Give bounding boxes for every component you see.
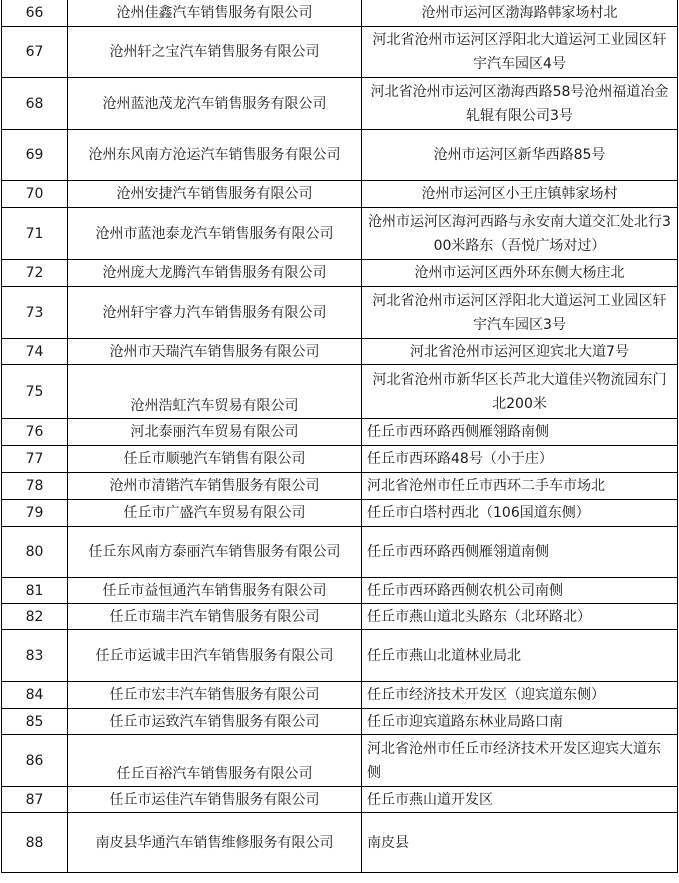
row-number: 82: [2, 604, 68, 630]
row-number: 87: [2, 787, 68, 813]
company-address: 河北省沧州市任丘市经济技术开发区迎宾大道东侧: [362, 735, 678, 787]
table-row: [2, 130, 678, 181]
company-name: 沧州市天瑞汽车销售服务有限公司: [68, 339, 362, 365]
table-row: [2, 682, 678, 709]
company-address: 沧州市运河区海河西路与永安南大道交汇处北行300米路东（吾悦广场对过）: [362, 208, 678, 260]
row-number: 72: [2, 260, 68, 287]
company-address: 任丘市迎宾道路东林业局路口南: [362, 709, 678, 735]
company-name: 沧州佳鑫汽车销售服务有限公司: [68, 0, 362, 27]
company-name: 沧州庞大龙腾汽车销售服务有限公司: [68, 260, 362, 287]
company-address: 河北省沧州市运河区浮阳北大道运河工业园区轩宇汽车园区3号: [362, 287, 678, 339]
row-number: 81: [2, 578, 68, 604]
company-address: 任丘市西环路西侧雁翎路南侧: [362, 419, 678, 446]
table-row: [2, 500, 678, 527]
table-row: [2, 578, 678, 604]
company-address: 任丘市西环路西侧雁翎道南侧: [362, 527, 678, 578]
company-name: 沧州市蓝池泰龙汽车销售服务有限公司: [68, 208, 362, 260]
company-address: 任丘市经济技术开发区（迎宾道东侧）: [362, 682, 678, 709]
company-name: 沧州东风南方沧运汽车销售服务有限公司: [68, 130, 362, 181]
company-address: 沧州市运河区新华西路85号: [362, 130, 678, 181]
table-row: [2, 527, 678, 578]
row-number: 67: [2, 27, 68, 78]
row-number: 71: [2, 208, 68, 260]
company-address: 任丘市西环路48号（小于庄）: [362, 446, 678, 473]
row-number: 73: [2, 287, 68, 339]
table-row: [2, 419, 678, 446]
table-row: [2, 365, 678, 419]
row-number: 84: [2, 682, 68, 709]
table-row: [2, 260, 678, 287]
company-address: 河北省沧州市运河区迎宾北大道7号: [362, 339, 678, 365]
company-name: 沧州轩之宝汽车销售服务有限公司: [68, 27, 362, 78]
company-address: 任丘市白塔村西北（106国道东侧）: [362, 500, 678, 527]
company-name: 南皮县华通汽车销售维修服务有限公司: [68, 813, 362, 873]
company-name: 任丘市瑞丰汽车销售服务有限公司: [68, 604, 362, 630]
company-address: 南皮县: [362, 813, 678, 873]
company-name: 任丘百裕汽车销售服务有限公司: [68, 735, 362, 787]
company-address: 沧州市运河区小王庄镇韩家场村: [362, 181, 678, 208]
table-row: [2, 0, 678, 27]
company-name: 沧州蓝池茂龙汽车销售服务有限公司: [68, 78, 362, 130]
company-name: 沧州浩虹汽车贸易有限公司: [68, 365, 362, 419]
dealer-table: [1, 0, 678, 873]
company-name: 任丘东风南方泰丽汽车销售服务有限公司: [68, 527, 362, 578]
company-address: 任丘市燕山道北头路东（北环路北）: [362, 604, 678, 630]
company-name: 河北泰丽汽车贸易有限公司: [68, 419, 362, 446]
company-name: 沧州轩宇睿力汽车销售服务有限公司: [68, 287, 362, 339]
company-address: 任丘市燕山北道林业局北: [362, 630, 678, 682]
table-row: [2, 78, 678, 130]
row-number: 68: [2, 78, 68, 130]
row-number: 77: [2, 446, 68, 473]
table-row: [2, 813, 678, 873]
company-name: 任丘市运诚丰田汽车销售服务有限公司: [68, 630, 362, 682]
company-address: 任丘市西环路西侧农机公司南侧: [362, 578, 678, 604]
company-address: 任丘市燕山道开发区: [362, 787, 678, 813]
table-row: [2, 735, 678, 787]
table-row: [2, 208, 678, 260]
table-row: [2, 446, 678, 473]
row-number: 88: [2, 813, 68, 873]
row-number: 74: [2, 339, 68, 365]
company-name: 任丘市益恒通汽车销售服务有限公司: [68, 578, 362, 604]
company-address: 河北省沧州市任丘市西环二手车市场北: [362, 473, 678, 500]
company-address: 河北省沧州市运河区浮阳北大道运河工业园区轩宇汽车园区4号: [362, 27, 678, 78]
company-name: 沧州市清锴汽车销售服务有限公司: [68, 473, 362, 500]
table-row: [2, 181, 678, 208]
company-name: 任丘市广盛汽车贸易有限公司: [68, 500, 362, 527]
table-row: [2, 709, 678, 735]
row-number: 70: [2, 181, 68, 208]
row-number: 75: [2, 365, 68, 419]
row-number: 76: [2, 419, 68, 446]
table-row: [2, 473, 678, 500]
company-name: 任丘市宏丰汽车销售服务有限公司: [68, 682, 362, 709]
row-number: 80: [2, 527, 68, 578]
table-row: [2, 27, 678, 78]
row-number: 85: [2, 709, 68, 735]
table-row: [2, 604, 678, 630]
row-number: 83: [2, 630, 68, 682]
row-number: 79: [2, 500, 68, 527]
company-name: 沧州安捷汽车销售服务有限公司: [68, 181, 362, 208]
company-address: 沧州市运河区西外环东侧大杨庄北: [362, 260, 678, 287]
table-row: [2, 287, 678, 339]
company-address: 河北省沧州市新华区长芦北大道佳兴物流园东门北200米: [362, 365, 678, 419]
row-number: 69: [2, 130, 68, 181]
table-row: [2, 787, 678, 813]
table-row: [2, 339, 678, 365]
row-number: 78: [2, 473, 68, 500]
company-name: 任丘市运致汽车销售服务有限公司: [68, 709, 362, 735]
row-number: 86: [2, 735, 68, 787]
company-address: 河北省沧州市运河区渤海西路58号沧州福道冶金轧辊有限公司3号: [362, 78, 678, 130]
company-address: 沧州市运河区渤海路韩家场村北: [362, 0, 678, 27]
row-number: 66: [2, 0, 68, 27]
company-name: 任丘市运佳汽车销售服务有限公司: [68, 787, 362, 813]
table-row: [2, 630, 678, 682]
company-name: 任丘市顺驰汽车销售有限公司: [68, 446, 362, 473]
